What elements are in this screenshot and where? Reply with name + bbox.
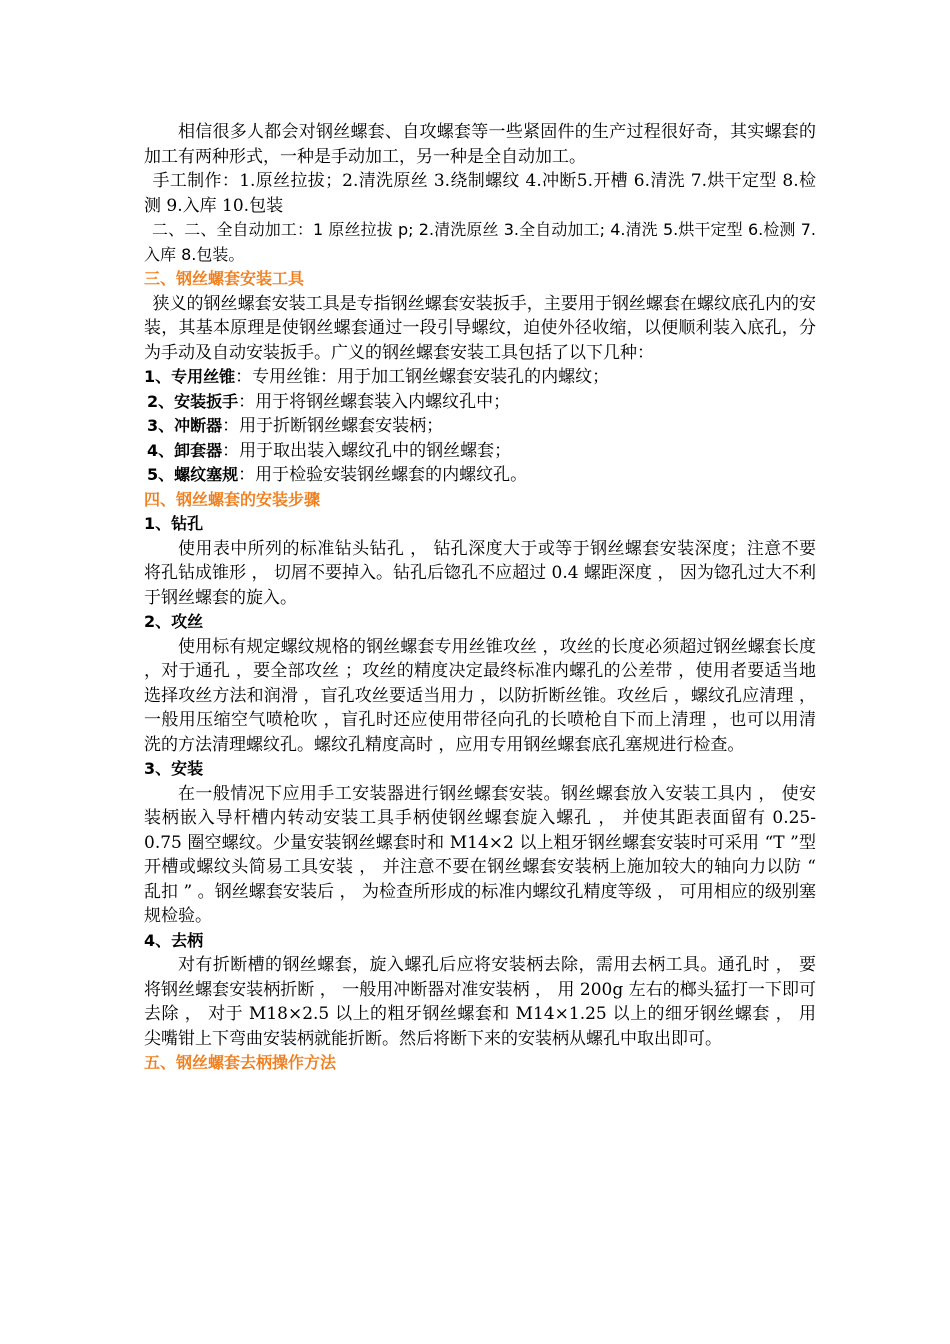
step-body: 在一般情况下应用手工安装器进行钢丝螺套安装。钢丝螺套放入安装工具内 ， 使安装柄嵌入导杆槽内转动安装工具手柄使钢丝螺套旋入螺孔 ， 并使其距表面留有 0.25-0.75 圈空螺纹。少量安装钢丝螺套时和 M14×2 以上粗牙钢丝螺套安装时可采用 “T ”型开槽或螺纹头简易工具安装 ， 并注意不要在钢丝螺套安装柄上施加较大的轴向力以防 “ 乱扣 ” 。钢丝螺套安装后 ， 为检查所形成的标准内螺纹孔精度等级 ， 可用相应的级别塞规检验。 [144,783,816,926]
tool-list-item [144,365,816,390]
tool-list-item [144,463,816,488]
section-3-heading: 三、钢丝螺套安装工具 [144,269,305,288]
intro-paragraph-3: 二、二、全自动加工：1 原丝拉拔 p; 2.清洗原丝 3.全自动加工; 4.清洗 5.烘干定型 6.检测 7.入库 8.包装。 [144,220,816,264]
tool-term: 2、安装扳手 [147,391,239,411]
step-body: 对有折断槽的钢丝螺套，旋入螺孔后应将安装柄去除，需用去柄工具。通孔时 ， 要将钢丝螺套安装柄折断 ， 一般用冲断器对准安装柄 ， 用 200g 左右的榔头猛打一下即可去除 ， 对于 M18×2.5 以上的粗牙钢丝螺套和 M14×1.25 以上的细牙钢丝螺套 ， 用尖嘴钳上下弯曲安装柄就能折断。然后将断下来的安装柄从螺孔中取出即可。 [144,955,816,1049]
tool-desc: ：用于检验安装钢丝螺套的内螺纹孔。 [238,465,528,485]
tool-term: 3、冲断器 [147,416,223,435]
step-title: 3、安装 [144,759,204,778]
tool-list [144,365,816,488]
tool-term: 1、专用丝锥 [144,367,236,386]
section-4-heading: 四、钢丝螺套的安装步骤 [144,489,321,509]
step-title: 4、去柄 [144,930,204,950]
step-title: 2、攻丝 [144,612,204,631]
intro-paragraph-1: 相信很多人都会对钢丝螺套、自攻螺套等一些紧固件的生产过程很好奇，其实螺套的加工有两种形式，一种是手动加工，另一种是全自动加工。 [144,122,816,167]
tool-desc: ：用于将钢丝螺套装入内螺纹孔中； [238,391,511,412]
step-title: 1、钻孔 [144,514,204,533]
section-5-heading: 五、钢丝螺套去柄操作方法 [144,1053,337,1072]
section-3-body: 狭义的钢丝螺套安装工具是专指钢丝螺套安装扳手，主要用于钢丝螺套在螺纹底孔内的安装，其基本原理是使钢丝螺套通过一段引导螺纹，迫使外径收缩，以便顺利装入底孔，分为手动及自动安装扳手。广义的钢丝螺套安装工具包括了以下几种： [144,293,816,363]
step-body: 使用表中所列的标准钻头钻孔 ， 钻孔深度大于或等于钢丝螺套安装深度；注意不要将孔钻成锥形 ， 切屑不要掉入。钻孔后锪孔不应超过 0.4 螺距深度 ， 因为锪孔过大不利于钢丝螺套的旋入。 [144,538,816,608]
tool-list-item [144,390,816,415]
tool-desc: ：用于折断钢丝螺套安装柄； [222,416,444,436]
document-page [144,120,816,1076]
tool-desc: ：用于取出装入螺纹孔中的钢丝螺套； [222,440,512,461]
tool-desc: ：专用丝锥：用于加工钢丝螺套安装孔的内螺纹； [235,367,610,387]
tool-term: 4、卸套器 [147,440,223,460]
intro-paragraph-2: 手工制作：1.原丝拉拔；2.清洗原丝 3.绕制螺纹 4.冲断5.开槽 6.清洗 7.烘干定型 8.检测 9.入库 10.包装 [144,171,816,216]
tool-list-item [144,439,816,464]
step-body: 使用标有规定螺纹规格的钢丝螺套专用丝锥攻丝 ，攻丝的长度必须超过钢丝螺套长度 ，对于通孔 ，要全部攻丝 ；攻丝的精度决定最终标准内螺孔的公差带 ，使用者要适当地选择攻丝方法和润滑 ，盲孔攻丝要适当用力 ，以防折断丝锥。攻丝后 ，螺纹孔应清理 ，一般用压缩空气喷枪吹 ，盲孔时还应使用带径向孔的长喷枪自下而上清理 ，也可以用清洗的方法清理螺纹孔。螺纹孔精度高时 ，应用专用钢丝螺套底孔塞规进行检查。 [144,636,816,755]
tool-term: 5、螺纹塞规 [147,465,239,484]
tool-list-item [144,414,816,439]
